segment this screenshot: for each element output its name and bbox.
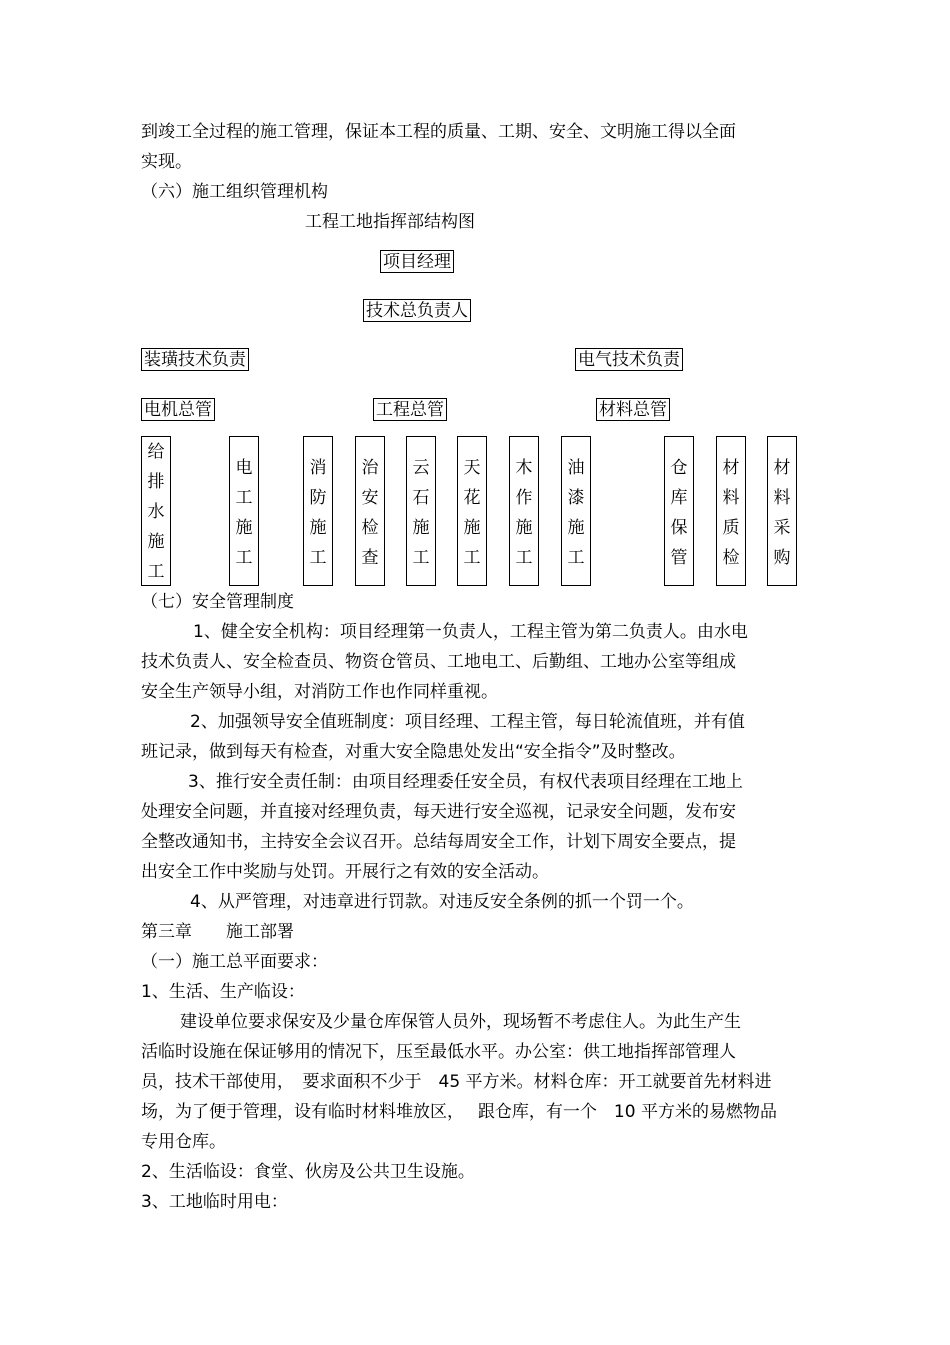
task-label: 天花施工 (463, 458, 481, 568)
paragraph-line: 4、从严管理，对违章进行罚款。对违反安全条例的抓一个罚一个。 (190, 892, 694, 912)
task-label: 材料采购 (773, 458, 791, 568)
task-label: 消防施工 (309, 458, 327, 568)
paragraph-line: 班记录，做到每天有检查，对重大安全隐患处发出“安全指令”及时整改。 (141, 742, 686, 762)
paragraph-line: 场，为了便于管理，设有临时材料堆放区， 跟仓库，有一个 10 平方米的易燃物品 (141, 1102, 777, 1122)
paragraph-line: 技术负责人、安全检查员、物资仓管员、工地电工、后勤组、工地办公室等组成 (141, 652, 736, 672)
paragraph-line: 安全生产领导小组，对消防工作也作同样重视。 (141, 682, 498, 702)
task-box (716, 436, 746, 586)
task-box (355, 436, 385, 586)
section-6-heading: （六）施工组织管理机构 (141, 182, 328, 202)
org-chart-title: 工程工地指挥部结构图 (305, 212, 475, 232)
box-elec-tech: 电气技术负责 (575, 348, 683, 371)
paragraph-line: 出安全工作中奖励与处罚。开展行之有效的安全活动。 (141, 862, 549, 882)
box-project-manager: 项目经理 (380, 250, 454, 273)
paragraph-line: 活临时设施在保证够用的情况下，压至最低水平。办公室：供工地指挥部管理人 (141, 1042, 736, 1062)
task-label: 电工施工 (235, 458, 253, 568)
box-decor-tech: 装璜技术负责 (141, 348, 249, 371)
task-box (664, 436, 694, 586)
task-box (509, 436, 539, 586)
section-7-heading: （七）安全管理制度 (141, 592, 294, 612)
task-label: 给排水施工 (147, 442, 165, 582)
chapter-3-item-2: 2、生活临设：食堂、伙房及公共卫生设施。 (141, 1162, 475, 1182)
chapter-3-item-1: 1、生活、生产临设： (141, 982, 305, 1002)
box-mech-general: 电机总管 (141, 398, 215, 421)
paragraph-line: 员，技术干部使用， 要求面积不少于 45 平方米。材料仓库：开工就要首先材料进 (141, 1072, 772, 1092)
paragraph-line: 专用仓库。 (141, 1132, 226, 1152)
task-box (457, 436, 487, 586)
task-label: 木作施工 (515, 458, 533, 568)
intro-line-1: 到竣工全过程的施工管理，保证本工程的质量、工期、安全、文明施工得以全面 (141, 122, 736, 142)
paragraph-line: 3、推行安全责任制：由项目经理委任安全员，有权代表项目经理在工地上 (188, 772, 743, 792)
paragraph-line: 全整改通知书，主持安全会议召开。总结每周安全工作，计划下周安全要点，提 (141, 832, 736, 852)
chapter-3-heading: 第三章 施工部署 (141, 922, 294, 942)
box-tech-chief: 技术总负责人 (363, 299, 471, 322)
chapter-3-item-3: 3、工地临时用电： (141, 1192, 288, 1212)
paragraph-line: 2、加强领导安全值班制度：项目经理、工程主管，每日轮流值班，并有值 (190, 712, 745, 732)
box-eng-general: 工程总管 (373, 398, 447, 421)
task-box (229, 436, 259, 586)
task-label: 油漆施工 (567, 458, 585, 568)
task-label: 云石施工 (412, 458, 430, 568)
paragraph-line: 建设单位要求保安及少量仓库保管人员外，现场暂不考虑住人。为此生产生 (180, 1012, 741, 1032)
task-box (406, 436, 436, 586)
chapter-3-sub-1: （一）施工总平面要求： (141, 952, 328, 972)
task-box (561, 436, 591, 586)
intro-line-2: 实现。 (141, 152, 192, 172)
paragraph-line: 1、健全安全机构：项目经理第一负责人，工程主管为第二负责人。由水电 (193, 622, 748, 642)
box-material-general: 材料总管 (596, 398, 670, 421)
task-box (767, 436, 797, 586)
task-box (141, 436, 171, 586)
task-box (303, 436, 333, 586)
paragraph-line: 处理安全问题，并直接对经理负责，每天进行安全巡视，记录安全问题，发布安 (141, 802, 736, 822)
task-label: 治安检查 (361, 458, 379, 568)
task-label: 仓库保管 (670, 458, 688, 568)
task-label: 材料质检 (722, 458, 740, 568)
